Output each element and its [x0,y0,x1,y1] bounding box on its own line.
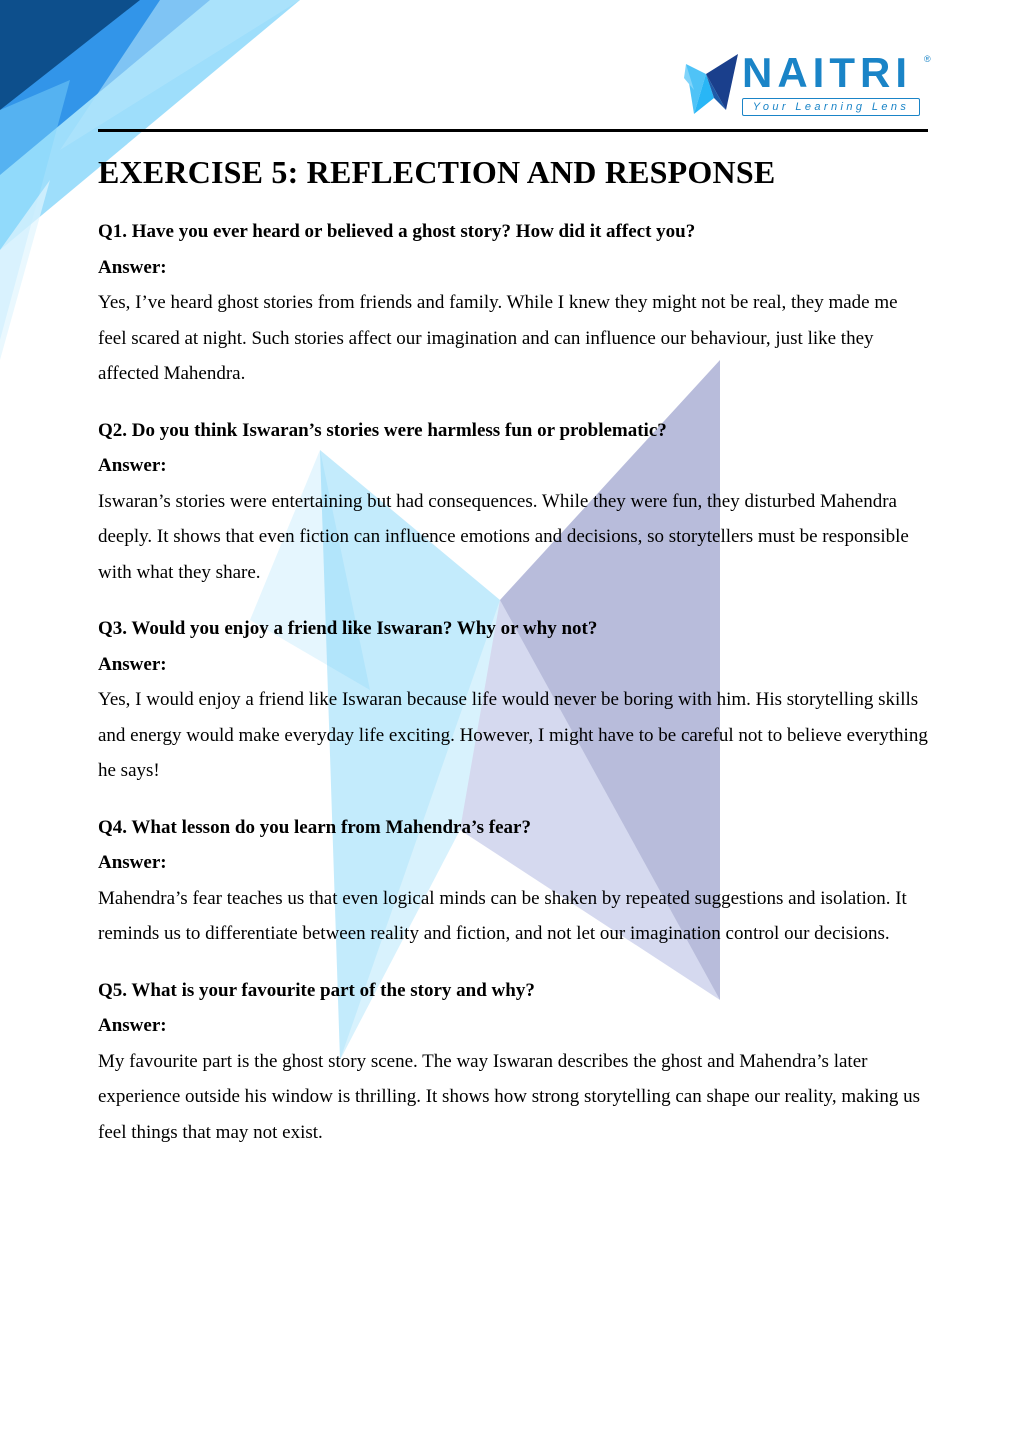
answer-label: Answer: [98,455,167,476]
qa-list [98,214,928,1150]
question-text: Q1. Have you ever heard or believed a ghost story? How did it affect you? [98,221,696,242]
question-text: Q5. What is your favourite part of the story and why? [98,979,535,1001]
qa-item-1 [98,214,928,392]
answer-label: Answer: [98,256,167,278]
answer-text: Mahendra’s fear teaches us that even logical minds can be shaken by repeated suggestions and isolation. It reminds us to differentiate between reality and fiction, and not let our imagination control our decisions. [98,887,907,944]
header-divider [98,129,928,132]
brand-logo [684,49,934,122]
brand-tagline: Your Learning Lens [742,98,920,116]
answer-label: Answer: [98,1015,167,1036]
answer-text: My favourite part is the ghost story scene. The way Iswaran describes the ghost and Mahendra’s later experience outside his window is thrilling. It shows how strong storytelling can shape our reality, making us feel things that may not exist. [98,1050,920,1143]
question-text: Q4. What lesson do you learn from Mahendra’s fear? [98,816,531,838]
answer-text: Yes, I would enjoy a friend like Iswaran because life would never be boring with him. His storytelling skills and energy would make everyday life exciting. However, I might have to be careful not to believe everything he says! [98,689,928,781]
answer-text: Yes, I’ve heard ghost stories from friends and family. While I knew they might not be real, they made me feel scared at night. Such stories affect our imagination and can influence our behaviour, just like they affected Mahendra. [98,292,898,384]
question-text: Q2. Do you think Iswaran’s stories were harmless fun or problematic? [98,419,667,441]
qa-item-4 [98,810,928,952]
qa-item-5 [98,973,928,1151]
answer-label: Answer: [98,852,167,873]
answer-text: Iswaran’s stories were entertaining but had consequences. While they were fun, they disturbed Mahendra deeply. It shows that even fiction can influence emotions and decisions, so storytellers must be responsible with what they share. [98,490,909,583]
registered-mark: ® [924,54,931,64]
logo-mark-icon [684,52,740,118]
qa-item-3 [98,611,928,789]
document-body [98,150,928,1171]
answer-label: Answer: [98,653,167,675]
brand-name: NAITRI [742,49,912,96]
question-text: Q3. Would you enjoy a friend like Iswaran? Why or why not? [98,618,598,639]
qa-item-2 [98,413,928,591]
page-title: EXERCISE 5: REFLECTION AND RESPONSE [98,154,776,190]
